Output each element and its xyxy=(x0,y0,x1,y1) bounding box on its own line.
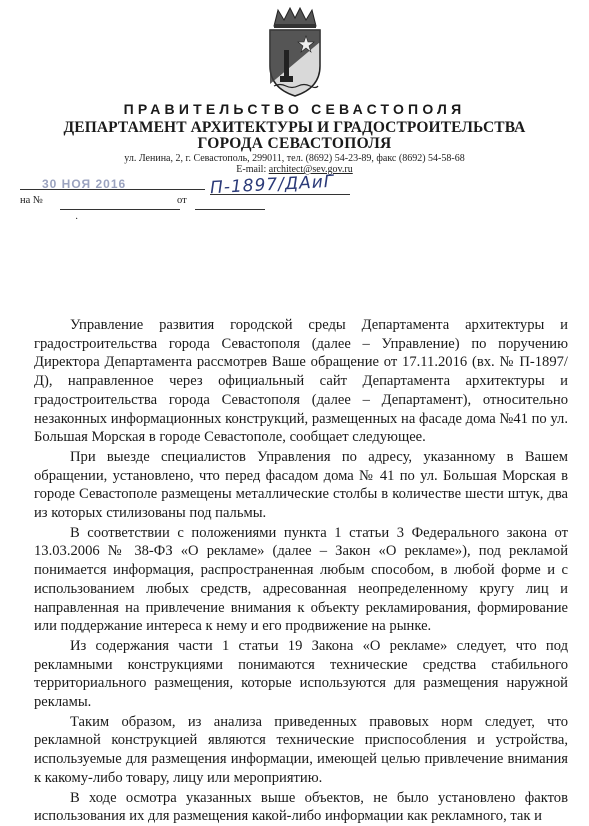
sevastopol-coat-of-arms-icon xyxy=(266,6,324,98)
department-title: ДЕПАРТАМЕНТ АРХИТЕКТУРЫ И ГРАДОСТРОИТЕЛЬСТВА xyxy=(63,119,526,136)
email-link[interactable]: architect@sev.gov.ru xyxy=(268,164,353,175)
reference-number-underline xyxy=(60,209,180,210)
registration-block xyxy=(20,171,350,225)
outgoing-number-underline xyxy=(210,194,350,195)
paragraph: Управление развития городской среды Департамента архитектуры и градостроительства города Севастополя (далее – Управление) по поручению Директора Департамента рассмотрев Ваше обращение от 17.11.2016 (вх. № П-1897/Д), направленное через официальный сайт Департамента архитектуры и градостроительства города Севастополя (далее – Департамент), относительно незаконных информационных конструкций, размещенных на фасаде дома №41 по ул. Большая Морская в городе Севастополе, сообщает следующее. xyxy=(34,317,568,446)
stray-mark: · xyxy=(75,214,79,225)
paragraph: При выезде специалистов Управления по адресу, указанному в Вашем обращении, установлено, что перед фасадом дома № 41 по ул. Большая Морская в городе Севастополе размещены металлические столбы в количестве шести штук, два из которых стилизованы под пальмы. xyxy=(34,448,568,522)
paragraph: В ходе осмотра указанных выше объектов, не было установлено фактов использования их для размещения какой-либо информации как рекламного, так и xyxy=(34,789,568,825)
handwritten-outgoing-number: П-1897/ДАиГ xyxy=(209,171,335,199)
letter-body xyxy=(34,316,568,826)
paragraph: В соответствии с положениями пункта 1 статьи 3 Федерального закона от 13.03.2006 № 38-ФЗ «О рекламе» (далее – Закон «О рекламе»), под рекламой понимается информация, распространенная любым способом, в любой форме и с использованием любых средств, адресованная неопределенному кругу лиц и направленная на привлечение внимания к объекту рекламирования, формирование или поддержание интереса к нему и его продвижение на рынке. xyxy=(34,524,568,635)
date-underline xyxy=(20,189,205,190)
paragraph: Таким образом, из анализа приведенных правовых норм следует, что рекламной конструкцией являются технические приспособления и устройства, используемые для размещения информации, имеющей целью привлечение внимания к какому-либо товару, лицу или мероприятию. xyxy=(34,713,568,786)
email-label: E-mail: xyxy=(236,164,267,175)
paragraph: Из содержания части 1 статьи 19 Закона «О рекламе» следует, что под рекламными конструкциями понимаются технические средства стабильного территориального размещения, которые используются для размещения наружной рекламы. xyxy=(34,637,568,711)
government-title: ПРАВИТЕЛЬСТВО СЕВАСТОПОЛЯ xyxy=(123,101,466,117)
contact-address: ул. Ленина, 2, г. Севастополь, 299011, тел. (8692) 54-23-89, факс (8692) 54-58-68 xyxy=(124,153,465,164)
date-stamp: 30 НОЯ 2016 xyxy=(42,177,127,191)
city-title: ГОРОДА СЕВАСТОПОЛЯ xyxy=(197,135,392,152)
reference-date-underline xyxy=(195,209,265,210)
reference-date-label: от xyxy=(177,195,187,206)
reference-number-label: на № xyxy=(20,195,43,206)
